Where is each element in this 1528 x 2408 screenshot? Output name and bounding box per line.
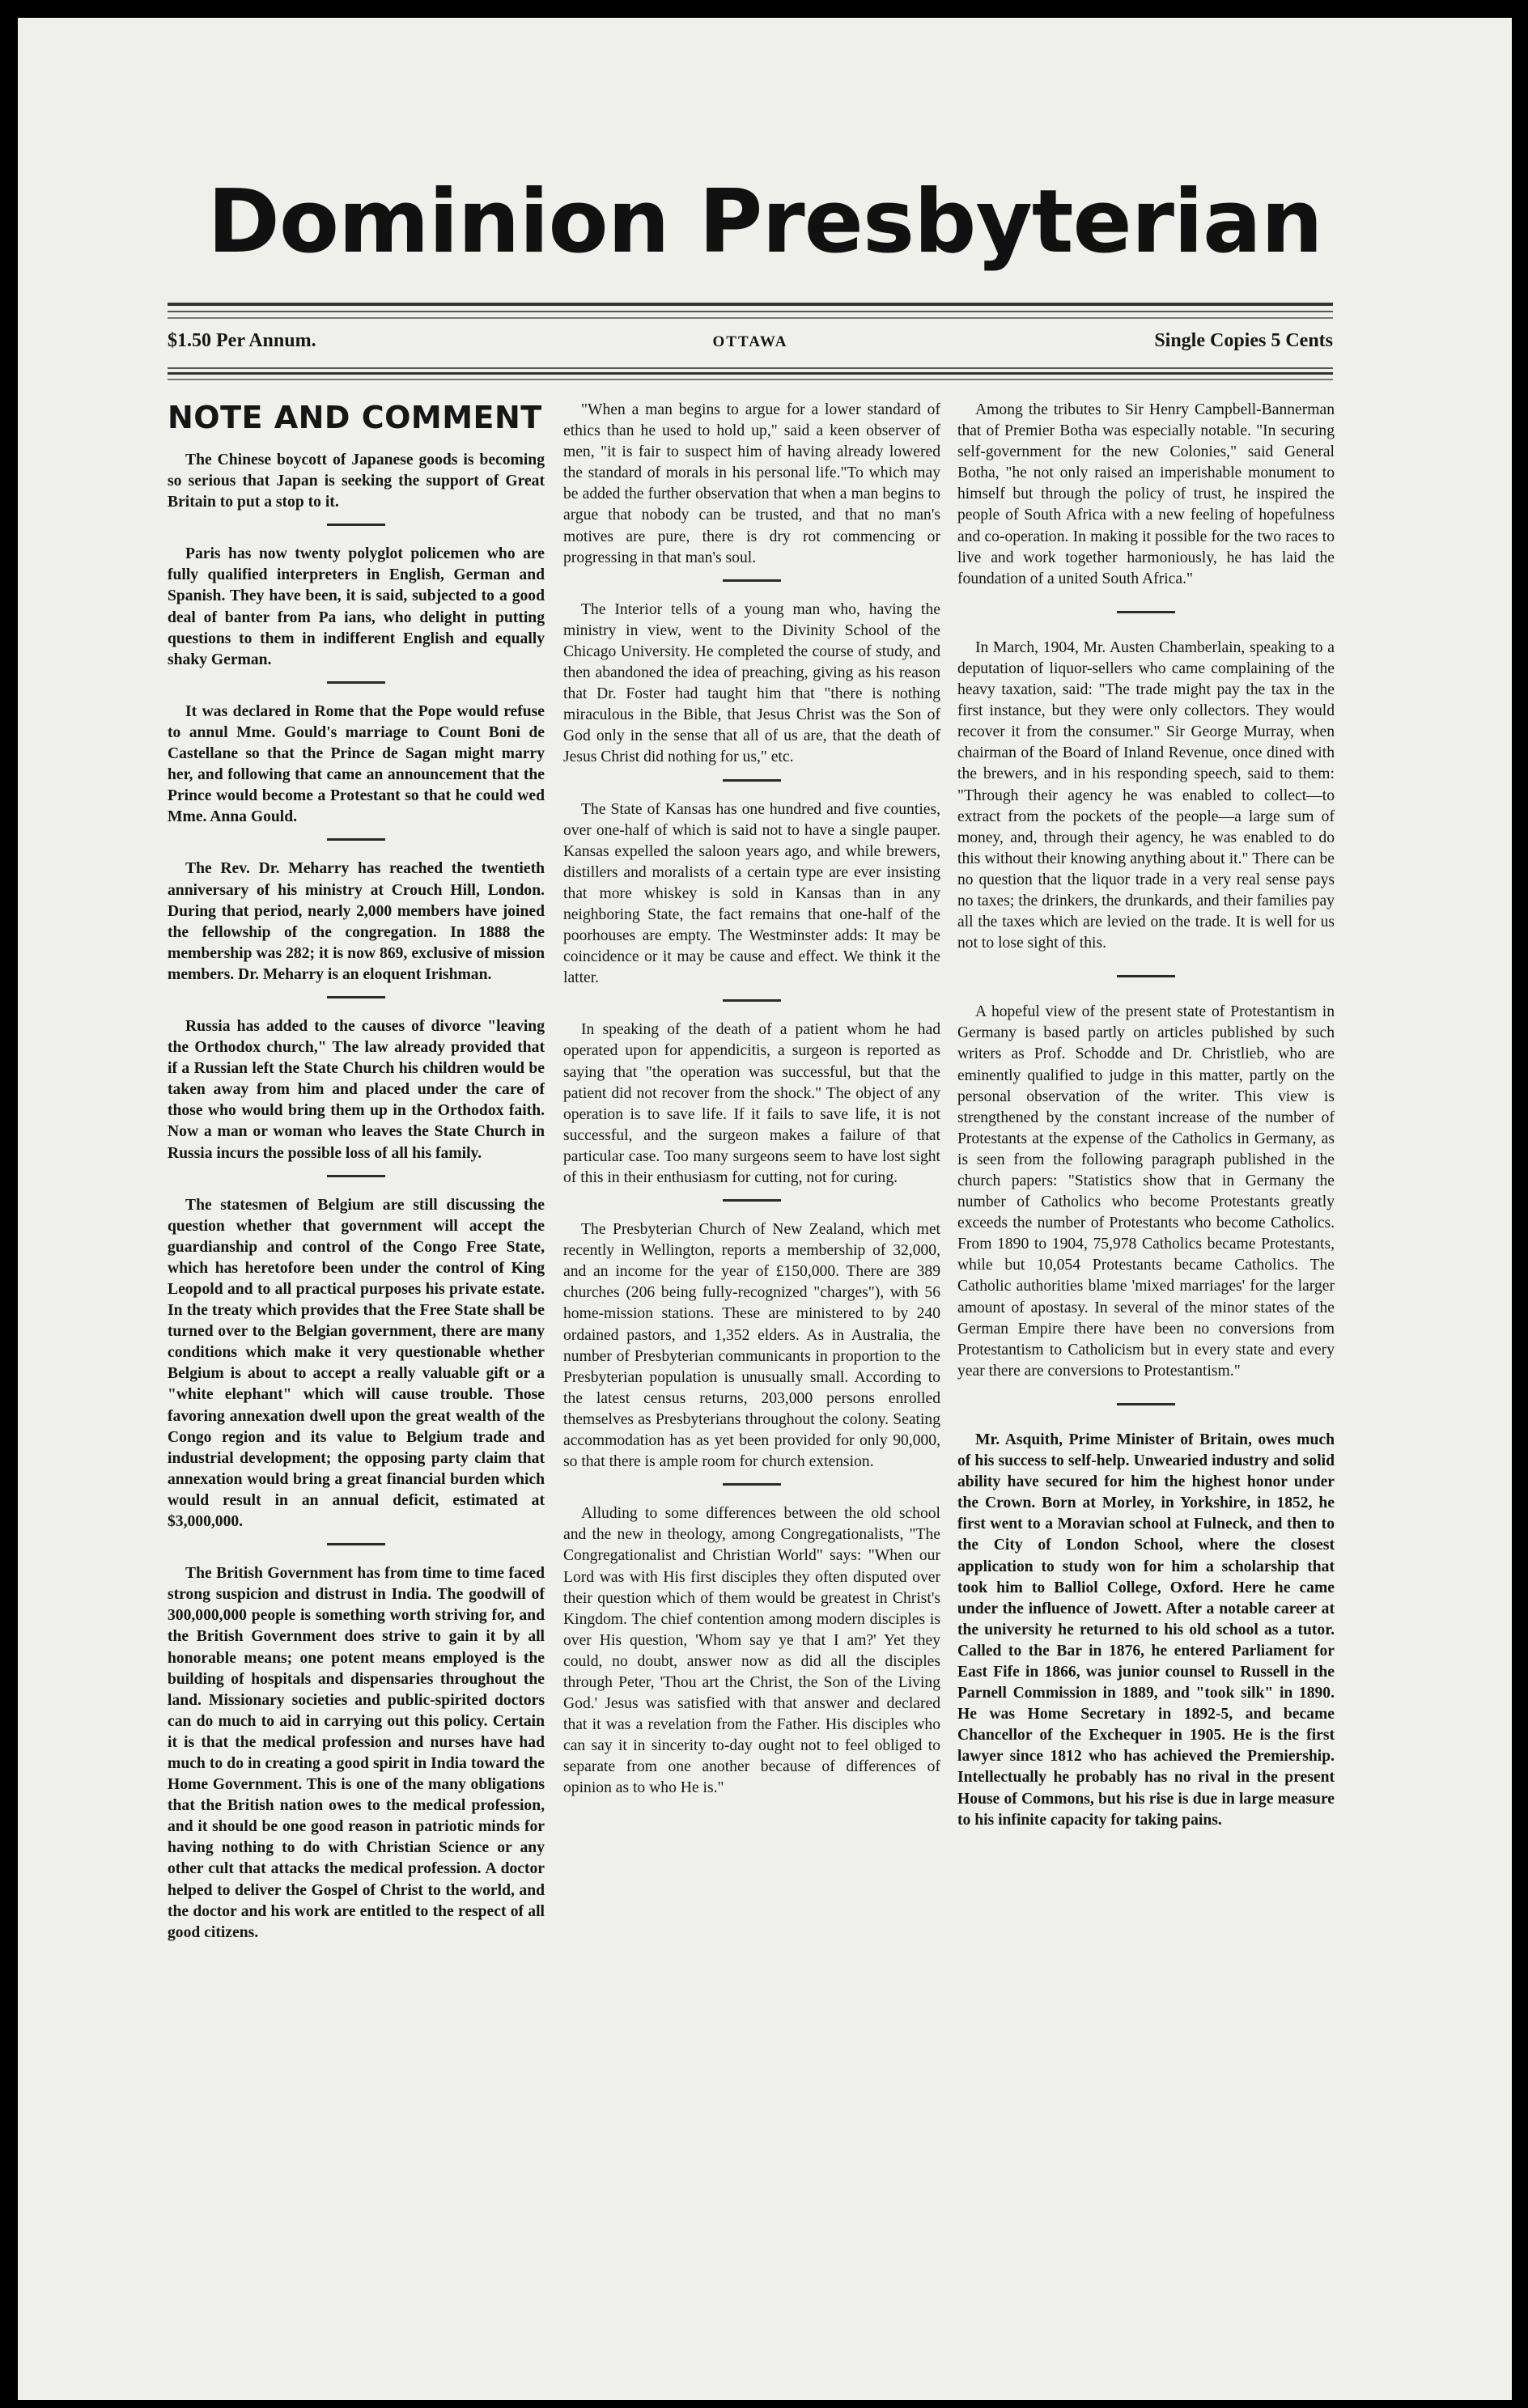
masthead-rule [168, 317, 1333, 319]
article-paragraph: The Interior tells of a young man who, having the ministry in view, went to the Divinity School of the Chicago University. He completed the course of study, and then abandoned the idea of preaching, giving as his reason that Dr. Foster had taught him that "there is nothing miraculous in the Bible, that Jesus Christ was the Son of God only in the sense that all of us are, that the death of Jesus Christ did nothing for us," etc. [563, 600, 940, 766]
article-paragraph: Mr. Asquith, Prime Minister of Britain, owes much of his success to self-help. Unwearied industry and solid ability have secured for him the highest honor under the Crown. Born at Morley, in Yorkshire, in 1852, he first went to a Moravian school at Fulneck, and then to the City of London School, where the closest application to study won for him a scholarship that took him to Balliol College, Oxford. Here he came under the influence of Jowett. After a notable career at the university he returned to his old school as a tutor. Called to the Bar in 1876, he entered Parliament for East Fife in 1866, was junior counsel to Russell in the Parnell Commission in 1889, and "took silk" in 1890. He was Home Secretary in 1892-5, and became Chancellor of the Exchequer in 1905. He is the first lawyer since 1812 who has achieved the Premiership. Intellectually he probably has no rival in the present House of Commons, but his rise is due in large measure to his infinite capacity for taking pains. [957, 1431, 1335, 1829]
column-2 [563, 400, 940, 1800]
article-paragraph: Russia has added to the causes of divorce "leaving the Orthodox church," The law already provided that if a Russian left the State Church his children would be taken away from him and placed under the care of those who would bring them up in the Orthodox faith. Now a man or woman who leaves the State Church in Russia incurs the possible loss of all his family. [168, 1017, 545, 1162]
masthead-rule [168, 379, 1333, 380]
article-separator [327, 1175, 385, 1177]
article-paragraph: The British Government has from time to time faced strong suspicion and distrust in India. The goodwill of 300,000,000 people is something worth striving for, and the British Government does strive to gain it by all honorable means; one potent means employed is the building of hospitals and dispensaries throughout the land. Missionary societies and public-spirited doctors can do much to aid in carrying out this policy. Certain it is that the medical profession and nurses have had much to do in creating a good spirit in India toward the Home Government. This is one of the many obligations that the British nation owes to the medical profession, and it should be one good reason in patriotic minds for having nothing to do with Christian Science or any other cult that attacks the medical profession. A doctor helped to deliver the Gospel of Christ to the world, and the doctor and his work are entitled to the respect of all good citizens. [168, 1565, 545, 1941]
masthead-rule [168, 367, 1333, 369]
section-heading: NOTE AND COMMENT [168, 400, 542, 435]
single-copy-price: Single Copies 5 Cents [1154, 330, 1333, 351]
article-separator [723, 579, 781, 582]
masthead-info-line [168, 330, 1333, 362]
masthead-rule [168, 372, 1333, 375]
article-paragraph: Paris has now twenty polyglot policemen who are fully qualified interpreters in English, German and Spanish. They have been, it is said, subjected to a good deal of banter from Pa ians, who delight in putting questions to them in indifferent English and equally shaky German. [168, 545, 545, 668]
column-1 [168, 400, 545, 1944]
column-3 [957, 400, 1335, 1831]
article-paragraph: A hopeful view of the present state of Protestantism in Germany is based partly on articles published by such writers as Prof. Schodde and Dr. Christlieb, who are eminently qualified to judge in this matter, partly on the personal observation of the writer. This view is strengthened by the constant increase of the number of Protestants at the expense of the Catholics in Germany, as is seen from the following paragraph published in the church papers: "Statistics show that in Germany the number of Catholics who become Protestants greatly exceeds the number of Protestants who become Catholics. From 1890 to 1904, 75,978 Catholics became Protestants, while but 10,054 Protestants became Catholics. The Catholic authorities blame 'mixed marriages' for the larger amount of apostasy. In several of the minor states of the German Empire there have been no conversions from Protestantism to Catholicism but in every state and every year there are conversions to Protestantism." [957, 1003, 1335, 1380]
masthead-rule [168, 303, 1333, 306]
article-separator [1117, 1403, 1175, 1405]
article-paragraph: The State of Kansas has one hundred and five counties, over one-half of which is said not to have a single pauper. Kansas expelled the saloon years ago, and while brewers, distillers and moralists of a certain type are ever insisting that more whiskey is sold in Kansas than in any neighboring State, the fact remains that one-half of the poorhouses are empty. The Westminster adds: It may be coincidence or it may be cause and effect. We think it the latter. [563, 800, 940, 987]
article-separator [327, 996, 385, 998]
article-paragraph: The Chinese boycott of Japanese goods is becoming so serious that Japan is seeking the support of Great Britain to put a stop to it. [168, 451, 545, 511]
masthead-title: Dominion Presbyterian [207, 172, 1322, 273]
article-paragraph: The Rev. Dr. Meharry has reached the twentieth anniversary of his ministry at Crouch Hill, London. During that period, nearly 2,000 members have joined the fellowship of the congregation. In 1888 the membership was 282; it is now 869, exclusive of mission members. Dr. Meharry is an eloquent Irishman. [168, 860, 545, 983]
article-paragraph: The statesmen of Belgium are still discussing the question whether that government will accept the guardianship and control of the Congo Free State, which has heretofore been under the control of King Leopold and to all practical purposes his private estate. In the treaty which provides that the Free State shall be turned over to the Belgian government, there are many conditions which make it very questionable whether Belgium is about to accept a really valuable gift or a "white elephant" which will cause trouble. Those favoring annexation dwell upon the great wealth of the Congo region and its value to Belgium trade and industrial development; the opposing party claim that annexation would bring a great financial burden which would result in an annual deficit, estimated at $3,000,000. [168, 1196, 545, 1531]
article-paragraph: "When a man begins to argue for a lower standard of ethics than he used to hold up," said a keen observer of men, "it is fair to suspect him of having already lowered the standard of morals in his personal life."To which may be added the further observation that when a man begins to argue that nobody can be trusted, and that no man's motives are pure, there is dry rot commencing or progressing in that man's soul. [563, 401, 940, 566]
article-separator [723, 1483, 781, 1486]
subscription-price: $1.50 Per Annum. [168, 330, 316, 351]
article-separator [723, 779, 781, 782]
article-paragraph: In speaking of the death of a patient whom he had operated upon for appendicitis, a surgeon is reported as saying that "the operation was successful, but that the patient did not recover from the shock." The object of any operation is to save life. If it fails to save life, it is not successful, and the surgeon makes a failure of that particular case. Too many surgeons seem to have lost sight of this in their enthusiasm for cutting, not for curing. [563, 1021, 940, 1186]
newspaper-page [18, 18, 1512, 2400]
article-separator [1117, 975, 1175, 977]
article-separator [723, 1199, 781, 1202]
publication-place: OTTAWA [712, 333, 788, 350]
article-separator [723, 999, 781, 1002]
article-paragraph: Among the tributes to Sir Henry Campbell-Bannerman that of Premier Botha was especially notable. "In securing self-government for the new Colonies," said General Botha, "he not only raised an imperishable monument to himself but through the policy of trust, he inspired the people of South Africa with a new feeling of hopefulness and co-operation. In making it possible for the two races to live and work together harmoniously, he has laid the foundation of a united South Africa." [957, 401, 1335, 587]
article-paragraph: The Presbyterian Church of New Zealand, which met recently in Wellington, reports a membership of 32,000, and an income for the year of £150,000. There are 389 churches (206 being fully-recognized "charges"), with 56 home-mission stations. These are ministered to by 240 ordained pastors, and 1,352 elders. As in Australia, the number of Presbyterian communicants in proportion to the Presbyterian population is unusually small. According to the latest census returns, 203,000 persons enrolled themselves as Presbyterians throughout the colony. Seating accommodation has as yet been provided for only 90,000, so that there is ample room for church extension. [563, 1221, 940, 1471]
article-paragraph: It was declared in Rome that the Pope would refuse to annul Mme. Gould's marriage to Count Boni de Castellane so that the Prince de Sagan might marry her, and following that came an announcement that the Prince would become a Protestant so that he could wed Mme. Anna Gould. [168, 702, 545, 826]
article-separator [327, 681, 385, 684]
masthead-rule [168, 311, 1333, 312]
article-separator [327, 524, 385, 526]
article-separator [327, 1543, 385, 1545]
article-separator [327, 838, 385, 841]
article-separator [1117, 611, 1175, 613]
article-paragraph: Alluding to some differences between the old school and the new in theology, among Congregationalists, "The Congregationalist and Christian World" says: "When our Lord was with His first disciples they often disputed over their question which of them would be greatest in Christ's Kingdom. The chief contention among modern disciples is over His question, 'Whom say ye that I am?' Yet they could, no doubt, answer now as did all the disciples through Peter, 'Thou art the Christ, the Son of the Living God.' Jesus was satisfied with that answer and declared that it was a revelation from the Father. His disciples who can say it in sincerity to-day ought not to feel obliged to separate from one another because of differences of opinion as to who He is." [563, 1505, 940, 1797]
article-paragraph: In March, 1904, Mr. Austen Chamberlain, speaking to a deputation of liquor-sellers who came complaining of the heavy taxation, said: "The trade might pay the tax in the first instance, but they were only collectors. They would recover it from the consumer." Sir George Murray, when chairman of the Board of Inland Revenue, once dined with the brewers, and in his responding speech, said to them: "Through their agency he was enabled to collect—to extract from the pockets of the people—a large sum of money, and, through their agency, he was enabled to do this without their knowing anything about it." There can be no question that the liquor trade in a very real sense pays no taxes; the drinkers, the drunkards, and their families pay all the taxes which are levied on the trade. It is well for us not to lose sight of this. [957, 638, 1335, 952]
